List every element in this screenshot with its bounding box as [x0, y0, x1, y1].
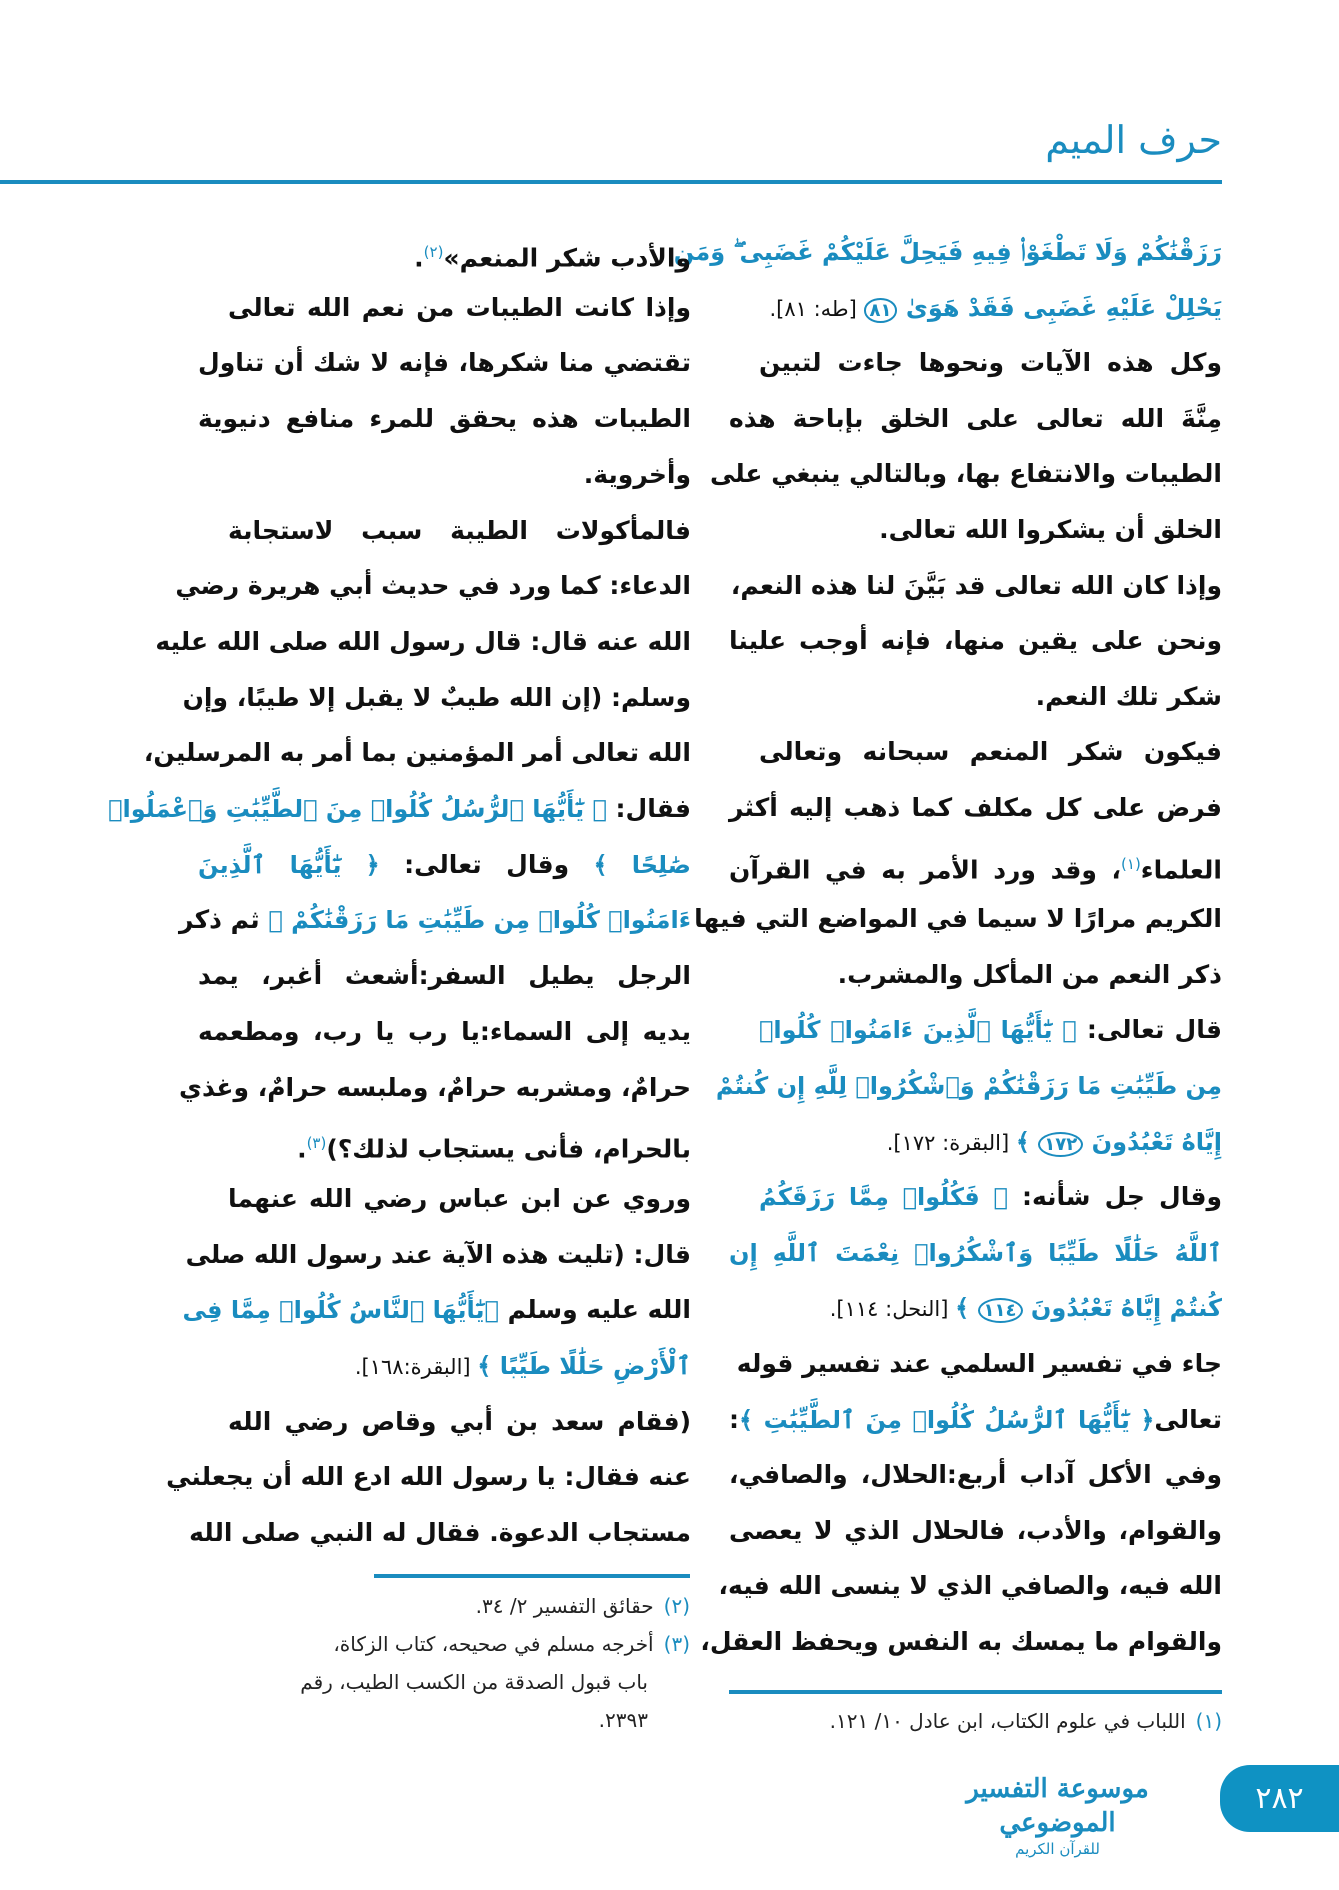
text-line: [185, 1235, 691, 1275]
verse-reference: [النحل: ١١٤].: [829, 1297, 956, 1322]
text-line: [166, 1457, 691, 1497]
body-text: الله تعالى أمر المؤمنين بما أمر به المرسلين،: [143, 738, 691, 768]
series-logo: [935, 1772, 1180, 1858]
header-divider: [0, 180, 1222, 184]
quran-text: ءَامَنُوا۟ كُلُوا۟ مِن طَيِّبَٰتِ مَا رَزَقْنَٰكُمْ ﴾: [268, 906, 691, 935]
quran-text: ﴿ فَكُلُوا۟ مِمَّا رَزَقَكُمُ: [759, 1183, 1008, 1212]
body-text: ذكر النعم من المأكل والمشرب.: [837, 959, 1222, 989]
body-text: الكريم مرارًا لا سيما في المواضع التي فيها: [694, 904, 1222, 934]
text-line: [189, 1513, 691, 1553]
body-text: وإذا كان الله تعالى قد بَيَّنَ لنا هذه النعم،: [730, 570, 1222, 600]
body-text: فالمأكولات الطيبة سبب لاستجابة: [228, 515, 691, 545]
footnote-text: باب قبول الصدقة من الكسب الطيب، رقم: [300, 1670, 648, 1694]
text-line: [729, 788, 1222, 828]
footnote-text: اللباب في علوم الكتاب، ابن عادل ١٠/ ١٢١.: [829, 1709, 1186, 1733]
verse-reference: [طه: ٨١].: [769, 296, 864, 321]
text-line: [182, 678, 691, 718]
quran-text: ﴿ يَٰٓأَيُّهَا ٱلَّذِينَ: [198, 850, 380, 879]
quran-text: ﴿يَٰٓأَيُّهَا ٱلنَّاسُ كُلُوا۟ مِمَّا فِى: [182, 1296, 499, 1325]
quran-text: ﴾: [955, 1294, 978, 1323]
footnote-line: [197, 1590, 690, 1622]
text-line: [759, 1010, 1222, 1050]
body-text: حرامٌ، ومشربه حرامٌ، وملبسه حرامٌ، وغذي: [179, 1072, 691, 1102]
text-line: [198, 1012, 691, 1052]
quran-text: صَٰلِحًا ﴾: [593, 850, 691, 879]
body-text: بالحرام، فأنى يستجاب لذلك؟): [326, 1134, 691, 1164]
body-text: ، وقد ورد الأمر به في القرآن: [729, 854, 1122, 884]
footnote-line: [197, 1704, 648, 1736]
text-line: [729, 1122, 1222, 1165]
body-text: عنه فقال: يا رسول الله ادع الله أن يجعلني: [166, 1462, 691, 1492]
footnote-ref: (١): [1121, 854, 1141, 873]
text-line: [228, 1402, 691, 1442]
quran-text: ﴿ يَٰٓأَيُّهَا ٱلرُّسُلُ كُلُوا۟ مِنَ ٱلطَّيِّبَٰتِ ﴾: [739, 1405, 1155, 1434]
text-line: [736, 1344, 1222, 1384]
body-text: .: [297, 1134, 307, 1164]
body-text: (فقام سعد بن أبي وقاص رضي الله: [228, 1406, 691, 1436]
quran-text: رَزَقْنَٰكُمْ وَلَا تَطْغَوْا۟ فِيهِ فَيَحِلَّ عَلَيْكُمْ غَضَبِى ۖ وَمَن: [673, 238, 1222, 266]
text-line: [198, 1346, 691, 1387]
verse-reference: [البقرة:١٦٨].: [354, 1355, 478, 1379]
body-text: وإذا كانت الطيبات من نعم الله تعالى: [228, 292, 691, 322]
text-line: [729, 621, 1222, 661]
text-line: [155, 622, 691, 662]
ayah-number: ١١٤: [978, 1298, 1023, 1323]
text-line: [729, 288, 1222, 331]
text-line: [182, 1290, 691, 1330]
body-text: شكر تلك النعم.: [1035, 681, 1222, 711]
body-text: العلماء: [1140, 854, 1222, 884]
body-text: وأخروية.: [583, 459, 691, 489]
text-line: [715, 1066, 1222, 1106]
text-line: [673, 232, 1222, 272]
quran-text: ﴿ يَٰٓأَيُّهَا ٱلَّذِينَ ءَامَنُوا۟ كُلُوا۟: [759, 1016, 1077, 1045]
body-text: الدعاء: كما ورد في حديث أبي هريرة رضي: [175, 571, 691, 601]
footnote-line: [197, 1628, 690, 1660]
footnote-line: [729, 1705, 1222, 1737]
body-text: الرجل يطيل السفر:أشعث أغبر، يمد: [198, 961, 691, 991]
body-text: وكل هذه الآيات ونحوها جاءت لتبين: [759, 348, 1222, 378]
text-line: [759, 343, 1222, 383]
text-line: [729, 399, 1222, 439]
body-text: والقوام، والأدب، فالحلال الذي لا يعصى: [729, 1515, 1222, 1545]
body-text: مِنَّةَ الله تعالى على الخلق بإباحة هذه: [729, 403, 1222, 433]
body-text: تقتضي منا شكرها، فإنه لا شك أن تناول: [198, 348, 691, 378]
ayah-number: ١٧٢: [1038, 1132, 1083, 1157]
body-text: قال: (تليت هذه الآية عند رسول الله صلى: [185, 1239, 691, 1269]
footnote-number: (٣): [663, 1632, 690, 1656]
text-line: [729, 510, 1222, 550]
body-text: فرض على كل مكلف كما ذهب إليه أكثر: [729, 793, 1222, 822]
body-text: الله عليه وسلم: [498, 1295, 691, 1325]
text-line: [729, 1400, 1222, 1440]
footnote-text: حقائق التفسير ٢/ ٣٤.: [475, 1594, 654, 1618]
text-line: [198, 343, 691, 383]
text-line: [700, 1622, 1222, 1662]
body-text: فقال:: [606, 794, 691, 823]
body-text: يديه إلى السماء:يا رب يا رب، ومطعمه: [198, 1016, 691, 1046]
text-line: [729, 955, 1222, 995]
text-line: [718, 1566, 1222, 1606]
text-line: [759, 1177, 1222, 1217]
text-line: [694, 899, 1222, 939]
footnote-divider-left: [374, 1574, 690, 1578]
page-number: ٢٨٢: [1255, 1781, 1304, 1816]
body-text: والقوام ما يمسك به النفس ويحفظ العقل،: [700, 1627, 1222, 1656]
body-text: الله فيه، والصافي الذي لا ينسى الله فيه،: [718, 1571, 1222, 1601]
footnote-line: [197, 1666, 648, 1698]
body-text: :: [729, 1404, 739, 1434]
footnote-ref: (٣): [306, 1134, 327, 1153]
quran-text: ﴾: [1015, 1127, 1039, 1156]
logo-subtitle: للقرآن الكريم: [1015, 1840, 1100, 1858]
ayah-number: ٨١: [864, 298, 898, 323]
body-text: قال تعالى:: [1076, 1015, 1222, 1045]
text-line: [108, 789, 691, 829]
text-line: [143, 733, 691, 773]
footnote-text: ٢٣٩٣.: [598, 1708, 648, 1732]
quran-text: ٱلْأَرْضِ حَلَٰلًا طَيِّبًا ﴾: [477, 1352, 691, 1380]
quran-text: ٱللَّهُ حَلَٰلًا طَيِّبًا وَٱشْكُرُوا۟ نِعْمَتَ ٱللَّهِ إِن: [729, 1238, 1222, 1267]
body-text: وقال جل شأنه:: [1007, 1182, 1222, 1212]
text-line: [729, 1233, 1222, 1273]
text-line: [730, 566, 1222, 606]
quran-text: كُنتُمْ إِيَّاهُ تَعْبُدُونَ: [1022, 1294, 1222, 1323]
text-line: [198, 845, 691, 885]
text-line: [198, 399, 691, 439]
body-text: .: [414, 243, 424, 273]
text-line: [729, 1511, 1222, 1551]
text-line: [198, 956, 691, 996]
body-text: ونحن على يقين منها، فإنه أوجب علينا: [729, 626, 1222, 656]
body-text: الطيبات والانتفاع بها، وبالتالي ينبغي على: [709, 459, 1222, 489]
body-text: فيكون شكر المنعم سبحانه وتعالى: [759, 737, 1222, 767]
chapter-title: حرف الميم: [1045, 118, 1222, 162]
quran-text: مِن طَيِّبَٰتِ مَا رَزَقْنَٰكُمْ وَٱشْكُرُوا۟ لِلَّهِ إِن كُنتُمْ: [715, 1072, 1222, 1100]
text-line: [179, 900, 691, 940]
text-line: [729, 1288, 1222, 1331]
quran-text: إِيَّاهُ تَعْبُدُونَ: [1083, 1127, 1222, 1156]
quran-text: ﴿ يَٰٓأَيُّهَا ٱلرُّسُلُ كُلُوا۟ مِنَ ٱلطَّيِّبَٰتِ وَٱعْمَلُوا۟: [108, 795, 607, 823]
body-text: وروي عن ابن عباس رضي الله عنهما: [228, 1183, 691, 1213]
text-line: [228, 1179, 691, 1219]
text-line: [175, 566, 691, 606]
footnote-number: (٢): [663, 1594, 690, 1618]
text-line: [228, 511, 691, 551]
body-text: الله عنه قال: قال رسول الله صلى الله عليه: [155, 626, 691, 656]
text-line: [729, 677, 1222, 717]
text-line: [198, 232, 691, 278]
body-text: وفي الأكل آداب أربع:الحلال، والصافي،: [729, 1460, 1222, 1490]
body-text: الخلق أن يشكروا الله تعالى.: [879, 515, 1222, 544]
text-line: [729, 1455, 1222, 1495]
text-line: [709, 454, 1222, 494]
text-line: [198, 455, 691, 495]
verse-reference: [البقرة: ١٧٢].: [886, 1130, 1016, 1155]
footnote-number: (١): [1195, 1709, 1222, 1733]
body-text: الطيبات هذه يحقق للمرء منافع دنيوية: [198, 404, 691, 434]
footnote-divider-right: [729, 1690, 1222, 1694]
body-text: وقال تعالى:: [379, 849, 594, 879]
footnote-text: أخرجه مسلم في صحيحه، كتاب الزكاة،: [333, 1632, 654, 1656]
body-text: وسلم: (إن الله طيبٌ لا يقبل إلا طيبًا، وإن: [182, 682, 691, 712]
quran-text: يَحْلِلْ عَلَيْهِ غَضَبِى فَقَدْ هَوَىٰ: [897, 293, 1222, 322]
body-text: والأدب شكر المنعم»: [443, 243, 691, 273]
text-line: [729, 844, 1222, 890]
body-text: جاء في تفسير السلمي عند تفسير قوله: [736, 1349, 1222, 1378]
footnote-ref: (٢): [423, 243, 444, 261]
logo-title: موسوعة التفسير الموضوعي: [966, 1774, 1149, 1838]
text-line: [759, 732, 1222, 772]
body-text: تعالى: [1154, 1404, 1222, 1434]
text-line: [179, 1068, 691, 1108]
body-text: مستجاب الدعوة. فقال له النبي صلى الله: [189, 1518, 691, 1548]
body-text: ثم ذكر: [179, 905, 269, 935]
page-number-badge: [1220, 1765, 1339, 1832]
text-line: [228, 288, 691, 328]
text-line: [198, 1123, 691, 1169]
